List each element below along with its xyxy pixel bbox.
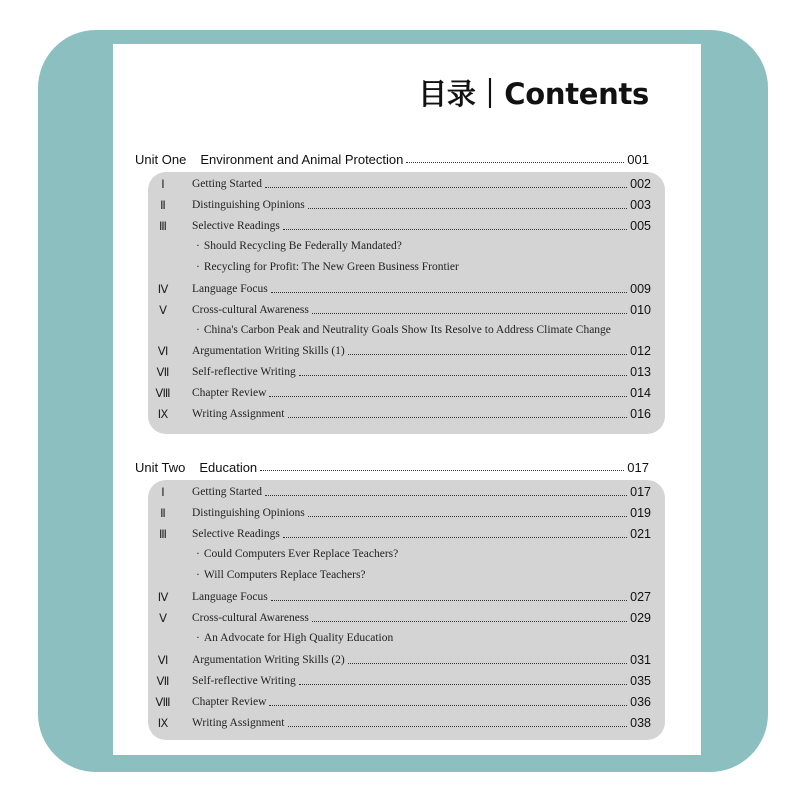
subsection-entry[interactable] <box>196 258 459 276</box>
unit-name: Unit One <box>135 151 187 167</box>
page-number: 017 <box>630 485 651 499</box>
entry-title: Getting Started <box>192 178 262 190</box>
entry-title: Language Focus <box>192 283 268 295</box>
toc-entry[interactable] <box>148 483 665 501</box>
dot-leader <box>269 705 627 706</box>
page-number: 014 <box>630 386 651 400</box>
page-number: 003 <box>630 198 651 212</box>
entry-title: Writing Assignment <box>192 408 285 420</box>
toc-entry[interactable] <box>148 693 665 711</box>
subsection-title: Recycling for Profit: The New Green Business Frontier <box>203 261 459 273</box>
section-panel <box>148 480 665 740</box>
unit-title: Education <box>199 459 258 475</box>
toc-entry[interactable] <box>148 609 665 627</box>
dot-leader <box>312 621 627 622</box>
bullet-dot: · <box>196 324 200 336</box>
section-panel <box>148 172 665 434</box>
toc-entry[interactable] <box>148 301 665 319</box>
subsection-entry[interactable] <box>196 566 366 584</box>
entry-title: Getting Started <box>192 486 262 498</box>
page-number: 016 <box>630 407 651 421</box>
toc-entry[interactable] <box>148 342 665 360</box>
unit-title: Environment and Animal Protection <box>200 151 404 167</box>
entry-title: Chapter Review <box>192 696 267 708</box>
dot-leader <box>288 726 628 727</box>
page-number: 009 <box>630 282 651 296</box>
subsection-title: China's Carbon Peak and Neutrality Goals Show Its Resolve to Address Climate Change <box>203 324 611 336</box>
subsection-entry[interactable] <box>196 629 393 647</box>
page-number: 036 <box>630 695 651 709</box>
entry-title: Self-reflective Writing <box>192 675 296 687</box>
entry-title: Cross-cultural Awareness <box>192 304 309 316</box>
dot-leader <box>283 229 627 230</box>
entry-title: Selective Readings <box>192 528 280 540</box>
page-number: 017 <box>627 459 649 475</box>
bullet-dot: · <box>196 632 200 644</box>
dot-leader <box>271 292 627 293</box>
entry-title: Distinguishing Opinions <box>192 507 305 519</box>
dot-leader <box>299 684 627 685</box>
entry-title: Chapter Review <box>192 387 267 399</box>
roman-numeral: Ⅶ <box>156 676 170 688</box>
dot-leader <box>348 663 627 664</box>
roman-numeral: Ⅲ <box>159 221 167 233</box>
page-number: 010 <box>630 303 651 317</box>
toc-entry[interactable] <box>148 405 665 423</box>
page-number: 002 <box>630 177 651 191</box>
roman-numeral: Ⅱ <box>160 200 166 212</box>
roman-numeral: Ⅳ <box>157 592 169 604</box>
entry-title: Cross-cultural Awareness <box>192 612 309 624</box>
contents-page <box>113 44 701 755</box>
toc-entry[interactable] <box>148 651 665 669</box>
toc-entry[interactable] <box>148 525 665 543</box>
page-title: 目录｜Contents <box>418 77 649 111</box>
bullet-dot: · <box>196 548 200 560</box>
entry-title: Writing Assignment <box>192 717 285 729</box>
roman-numeral: Ⅶ <box>156 367 170 379</box>
roman-numeral: Ⅴ <box>159 613 167 625</box>
page-number: 013 <box>630 365 651 379</box>
roman-numeral: Ⅲ <box>159 529 167 541</box>
page-number: 019 <box>630 506 651 520</box>
roman-numeral: Ⅷ <box>155 697 171 709</box>
page-number: 035 <box>630 674 651 688</box>
toc-entry[interactable] <box>148 217 665 235</box>
page-number: 031 <box>630 653 651 667</box>
page-number: 012 <box>630 344 651 358</box>
bullet-dot: · <box>196 261 200 273</box>
roman-numeral: Ⅸ <box>157 718 169 730</box>
entry-title: Self-reflective Writing <box>192 366 296 378</box>
dot-leader <box>271 600 627 601</box>
page-number: 001 <box>627 151 649 167</box>
dot-leader <box>348 354 627 355</box>
roman-numeral: Ⅸ <box>157 409 169 421</box>
subsection-title: Will Computers Replace Teachers? <box>203 569 366 581</box>
toc-entry[interactable] <box>148 196 665 214</box>
roman-numeral: Ⅳ <box>157 284 169 296</box>
toc-entry[interactable] <box>148 588 665 606</box>
entry-title: Distinguishing Opinions <box>192 199 305 211</box>
page-number: 027 <box>630 590 651 604</box>
dot-leader <box>265 187 627 188</box>
toc-entry[interactable] <box>148 363 665 381</box>
unit-name: Unit Two <box>135 459 186 475</box>
dot-leader <box>288 417 628 418</box>
page-number: 021 <box>630 527 651 541</box>
toc-entry[interactable] <box>148 672 665 690</box>
toc-entry[interactable] <box>148 384 665 402</box>
page-number: 005 <box>630 219 651 233</box>
subsection-entry[interactable] <box>196 321 611 339</box>
dot-leader <box>308 516 627 517</box>
entry-title: Argumentation Writing Skills (2) <box>192 654 345 666</box>
dot-leader <box>260 470 624 471</box>
roman-numeral: Ⅰ <box>161 179 165 191</box>
roman-numeral: Ⅷ <box>155 388 171 400</box>
toc-entry[interactable] <box>148 175 665 193</box>
dot-leader <box>406 162 624 163</box>
bullet-dot: · <box>196 569 200 581</box>
page-number: 038 <box>630 716 651 730</box>
dot-leader <box>283 537 627 538</box>
toc-entry[interactable] <box>148 504 665 522</box>
subsection-title: Could Computers Ever Replace Teachers? <box>203 548 399 560</box>
subsection-title: An Advocate for High Quality Education <box>203 632 394 644</box>
unit-heading[interactable] <box>135 150 649 168</box>
dot-leader <box>312 313 627 314</box>
toc-entry[interactable] <box>148 714 665 732</box>
entry-title: Selective Readings <box>192 220 280 232</box>
roman-numeral: Ⅰ <box>161 487 165 499</box>
roman-numeral: Ⅵ <box>157 346 169 358</box>
dot-leader <box>269 396 627 397</box>
unit-heading[interactable] <box>135 458 649 476</box>
subsection-entry[interactable] <box>196 545 398 563</box>
subsection-entry[interactable] <box>196 237 402 255</box>
bullet-dot: · <box>196 240 200 252</box>
dot-leader <box>299 375 627 376</box>
roman-numeral: Ⅵ <box>157 655 169 667</box>
entry-title: Language Focus <box>192 591 268 603</box>
roman-numeral: Ⅴ <box>159 305 167 317</box>
entry-title: Argumentation Writing Skills (1) <box>192 345 345 357</box>
roman-numeral: Ⅱ <box>160 508 166 520</box>
dot-leader <box>308 208 627 209</box>
dot-leader <box>265 495 627 496</box>
subsection-title: Should Recycling Be Federally Mandated? <box>203 240 402 252</box>
toc-entry[interactable] <box>148 280 665 298</box>
page-number: 029 <box>630 611 651 625</box>
